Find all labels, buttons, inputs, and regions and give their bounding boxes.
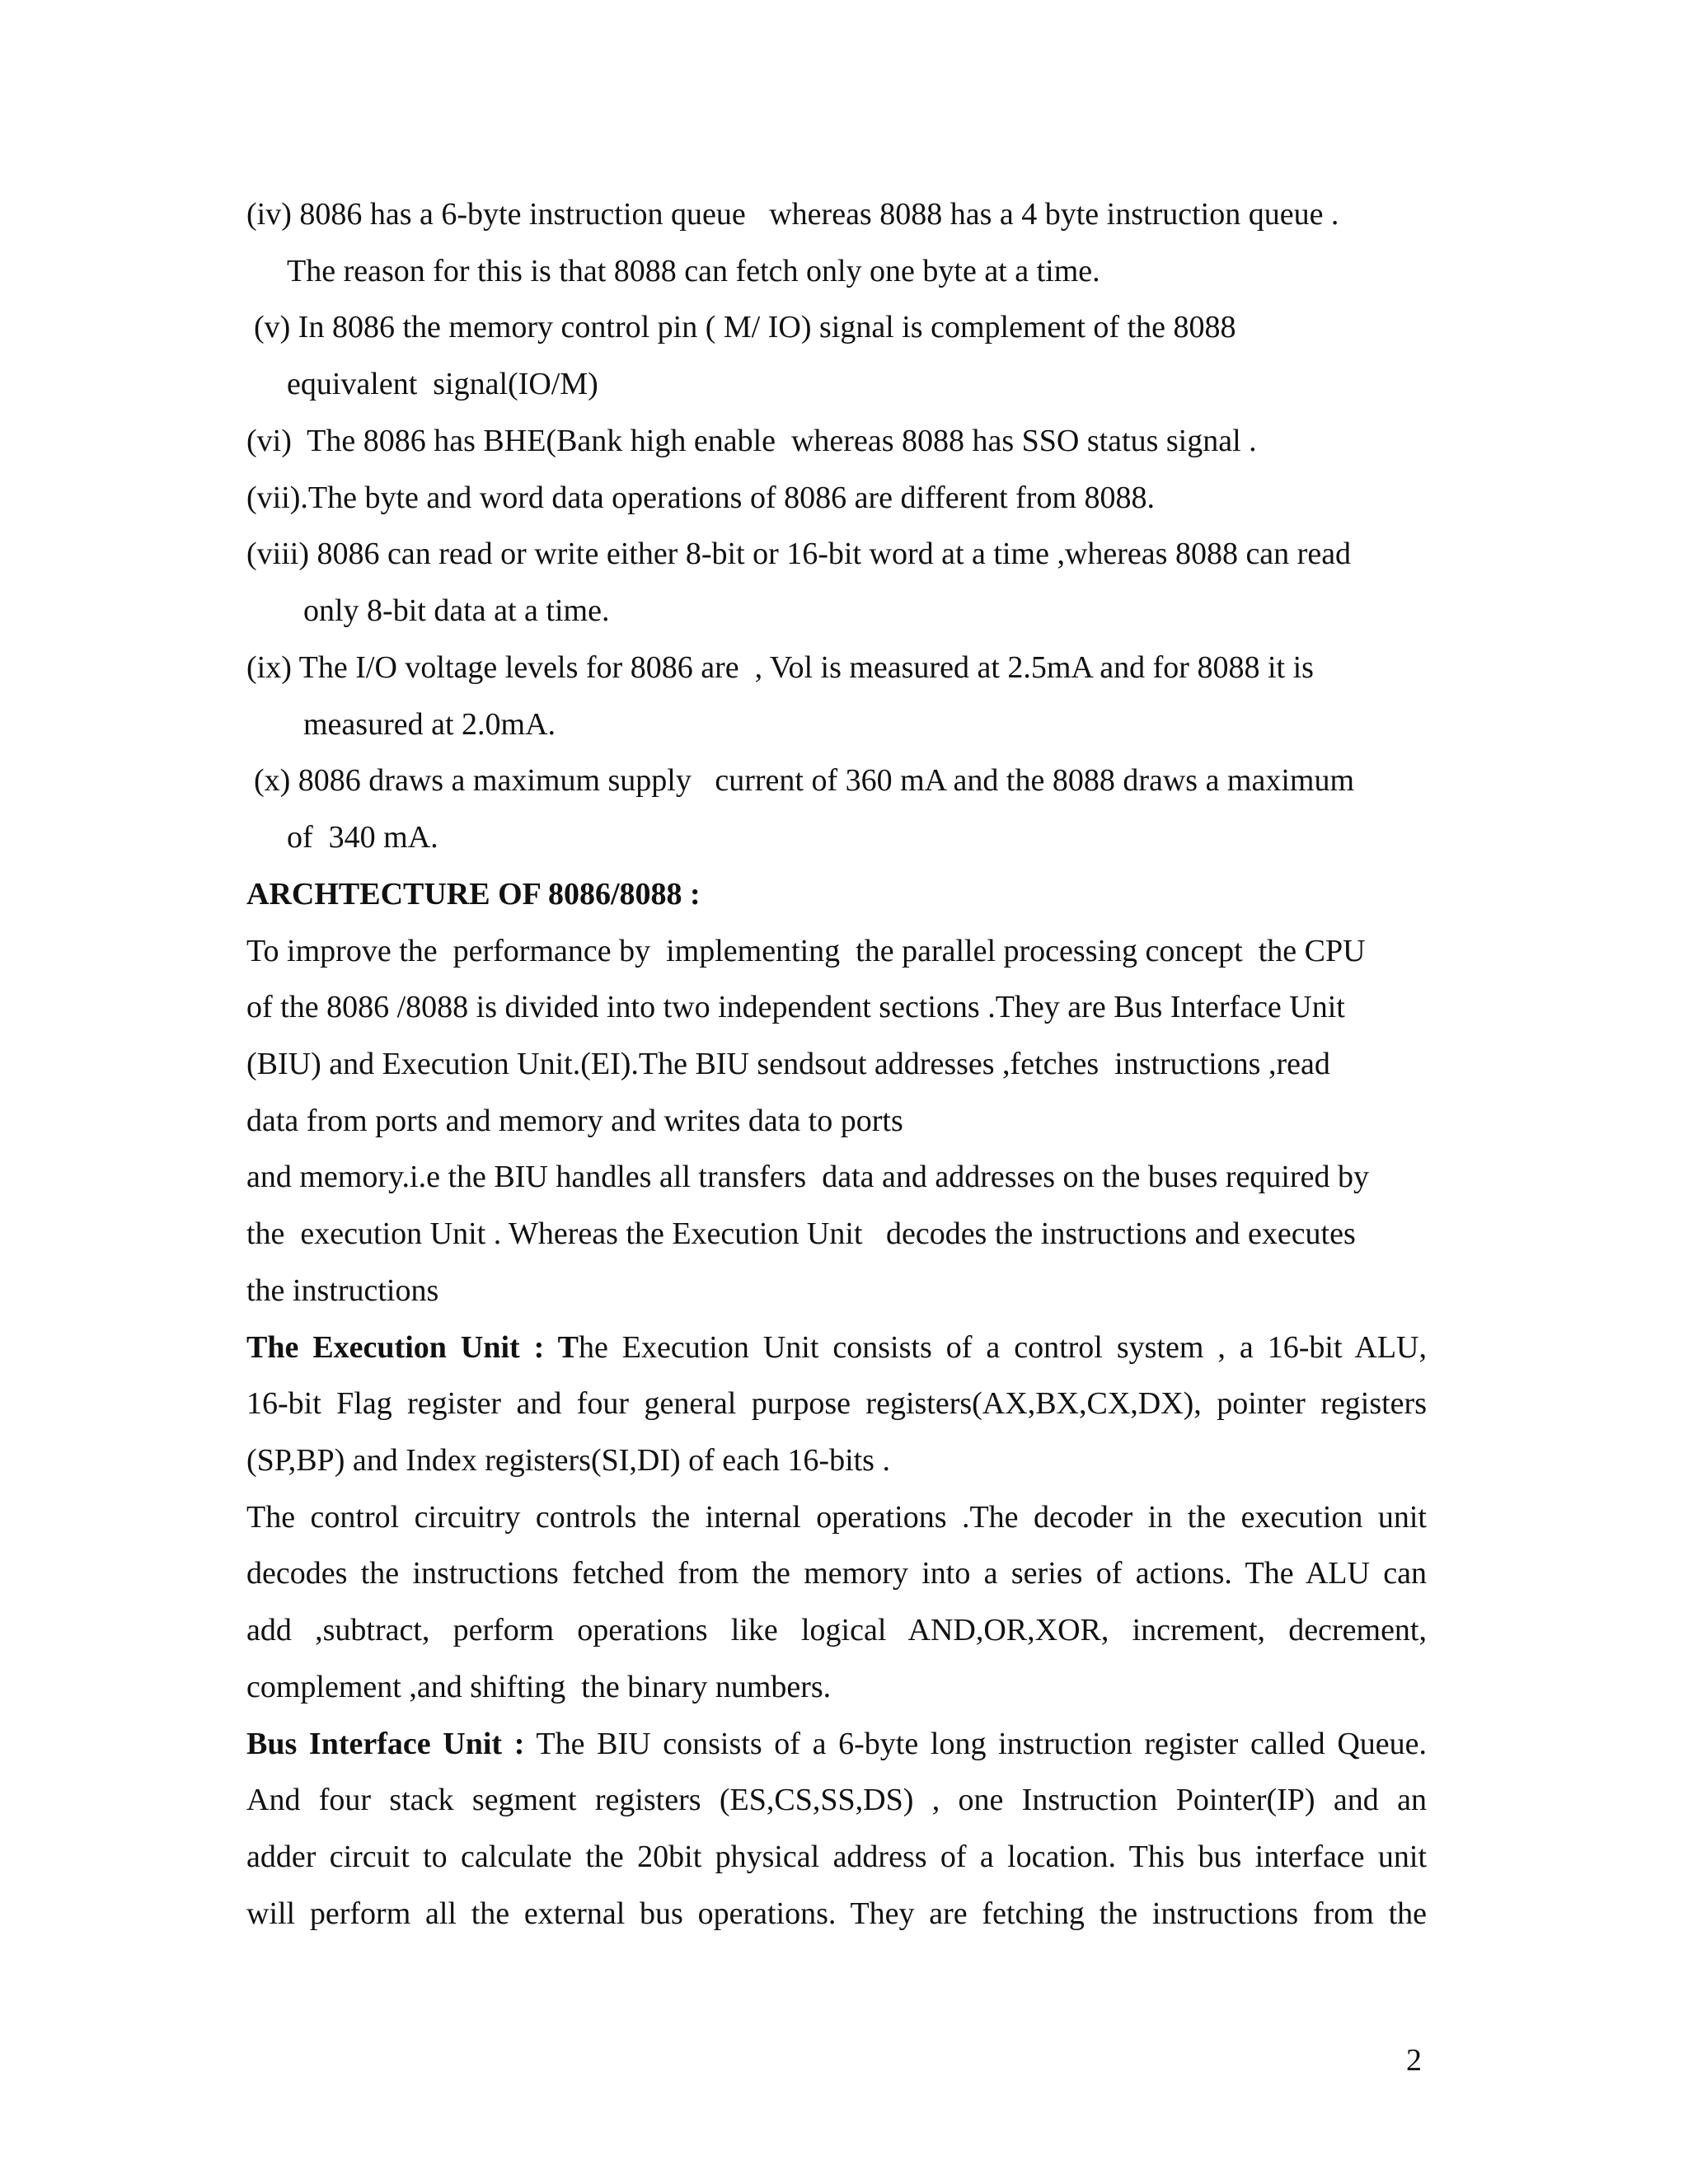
execution-unit-line-3: (SP,BP) and Index registers(SI,DI) of each 16-bits . xyxy=(246,1443,890,1478)
list-item-ix-cont: measured at 2.0mA. xyxy=(303,707,556,742)
list-item-vii: (vii).The byte and word data operations of 8086 are different from 8088. xyxy=(246,480,1155,515)
biu-first-line xyxy=(246,1724,1427,1764)
list-item-x-cont: of 340 mA. xyxy=(287,820,438,855)
control-circuitry-line-3: add ,subtract, perform operations like logical AND,OR,XOR, increment, decrement, xyxy=(246,1613,1427,1647)
list-item-iv-cont: The reason for this is that 8088 can fetch only one byte at a time. xyxy=(287,254,1100,288)
biu-label: Bus Interface Unit : xyxy=(246,1727,525,1761)
architecture-line-6: the execution Unit . Whereas the Execution Unit decodes the instructions and executes xyxy=(246,1216,1356,1251)
list-item-v-cont: equivalent signal(IO/M) xyxy=(287,367,598,401)
architecture-line-7: the instructions xyxy=(246,1273,439,1308)
execution-unit-line-2: 16-bit Flag register and four general purpose registers(AX,BX,CX,DX), pointer registers xyxy=(246,1386,1427,1421)
architecture-heading: ARCHTECTURE OF 8086/8088 : xyxy=(246,877,701,912)
architecture-line-3: (BIU) and Execution Unit.(EI).The BIU sendsout addresses ,fetches instructions ,read xyxy=(246,1047,1330,1081)
list-item-iv: (iv) 8086 has a 6-byte instruction queue whereas 8088 has a 4 byte instruction queue . xyxy=(246,197,1339,232)
biu-line-4: will perform all the external bus operations. They are fetching the instructions from the xyxy=(246,1896,1427,1931)
control-circuitry-line-4: complement ,and shifting the binary numbers. xyxy=(246,1670,832,1704)
list-item-viii-cont: only 8-bit data at a time. xyxy=(303,593,610,628)
execution-unit-label: The Execution Unit : T xyxy=(246,1330,579,1365)
architecture-line-4: data from ports and memory and writes data to ports xyxy=(246,1104,903,1138)
architecture-line-1: To improve the performance by implementing the parallel processing concept the CPU xyxy=(246,934,1366,968)
architecture-line-2: of the 8086 /8088 is divided into two independent sections .They are Bus Interface Unit xyxy=(246,990,1345,1024)
list-item-ix: (ix) The I/O voltage levels for 8086 are , Vol is measured at 2.5mA and for 8088 it is xyxy=(246,650,1314,685)
list-item-x: (x) 8086 draws a maximum supply current of 360 mA and the 8088 draws a maximum xyxy=(254,763,1355,798)
control-circuitry-line-2: decodes the instructions fetched from the memory into a series of actions. The ALU can xyxy=(246,1556,1427,1591)
biu-line-2: And four stack segment registers (ES,CS,SS,DS) , one Instruction Pointer(IP) and an xyxy=(246,1783,1427,1817)
biu-first-text: The BIU consists of a 6-byte long instruction register called Queue. xyxy=(524,1727,1427,1761)
execution-unit-first-line xyxy=(246,1328,1427,1367)
list-item-vi: (vi) The 8086 has BHE(Bank high enable whereas 8088 has SSO status signal . xyxy=(246,424,1257,458)
execution-unit-first-text: he Execution Unit consists of a control system , a 16-bit ALU, xyxy=(578,1330,1427,1365)
page-number: 2 xyxy=(1406,2043,1422,2078)
list-item-viii: (viii) 8086 can read or write either 8-bit or 16-bit word at a time ,whereas 8088 can read xyxy=(246,537,1352,571)
architecture-line-5: and memory.i.e the BIU handles all transfers data and addresses on the buses required by xyxy=(246,1160,1369,1194)
control-circuitry-line-1: The control circuitry controls the internal operations .The decoder in the execution unit xyxy=(246,1500,1427,1535)
list-item-v: (v) In 8086 the memory control pin ( M/ IO) signal is complement of the 8088 xyxy=(254,310,1236,344)
biu-line-3: adder circuit to calculate the 20bit physical address of a location. This bus interface unit xyxy=(246,1840,1427,1874)
